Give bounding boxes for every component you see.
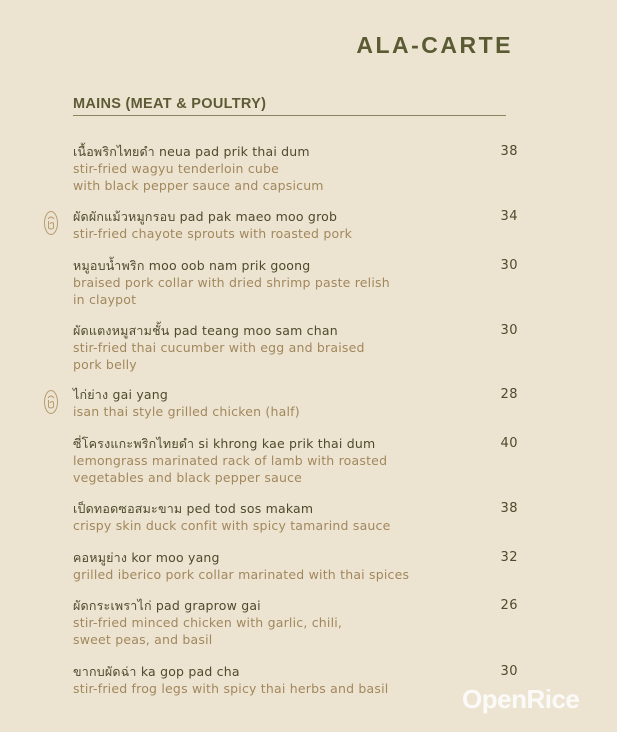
item-description: stir-fried minced chicken with garlic, chili, sweet peas, and basil [73,615,343,647]
menu-item [73,322,518,373]
item-name: ผัดแตงหมูสามชั้น pad teang moo sam chan [73,323,338,338]
item-name: หมูอบน้ำพริก moo oob nam prik goong [73,258,311,273]
menu-item [73,386,518,420]
item-name: ผัดผักแม้วหมูกรอบ pad pak maeo moo grob [73,209,338,224]
item-description: braised pork collar with dried shrimp paste relish in claypot [73,275,390,307]
signature-dish-icon [43,210,59,236]
menu-item [73,597,518,648]
menu-item [73,208,518,242]
item-price: 40 [500,436,518,451]
section-title: MAINS (MEAT & POULTRY) [73,96,267,112]
item-price: 30 [500,664,518,679]
item-price: 30 [500,323,518,338]
menu-item [73,500,518,534]
item-price: 38 [500,501,518,516]
page-title: ALA-CARTE [356,32,513,58]
signature-dish-icon [43,389,59,415]
openrice-watermark: OpenRice [462,684,580,714]
item-price: 32 [500,550,518,565]
item-description: crispy skin duck confit with spicy tamarind sauce [73,518,391,533]
item-price: 30 [500,258,518,273]
item-name: คอหมูย่าง kor moo yang [73,550,220,565]
item-price: 26 [500,598,518,613]
menu-item [73,257,518,308]
menu-item [73,435,518,486]
section-divider [73,115,506,116]
item-description: lemongrass marinated rack of lamb with roasted vegetables and black pepper sauce [73,453,388,485]
item-name: เป็ดทอดซอสมะขาม ped tod sos makam [73,501,314,516]
item-price: 28 [500,387,518,402]
item-description: grilled iberico pork collar marinated with thai spices [73,567,410,582]
item-description: isan thai style grilled chicken (half) [73,404,300,419]
item-description: stir-fried frog legs with spicy thai herbs and basil [73,681,389,696]
item-name: เนื้อพริกไทยดำ neua pad prik thai dum [73,144,310,159]
menu-item [73,143,518,194]
item-description: stir-fried chayote sprouts with roasted pork [73,226,353,241]
item-description: stir-fried thai cucumber with egg and braised pork belly [73,340,365,372]
menu-item [73,663,518,697]
item-price: 34 [500,209,518,224]
item-name: ผัดกระเพราไก่ pad graprow gai [73,598,261,613]
menu-item [73,549,518,583]
item-price: 38 [500,144,518,159]
item-name: ขากบผัดฉ่า ka gop pad cha [73,664,240,679]
item-name: ซี่โครงแกะพริกไทยดำ si khrong kae prik thai dum [73,436,376,451]
item-description: stir-fried wagyu tenderloin cube with black pepper sauce and capsicum [73,161,324,193]
item-name: ไก่ย่าง gai yang [73,387,169,402]
